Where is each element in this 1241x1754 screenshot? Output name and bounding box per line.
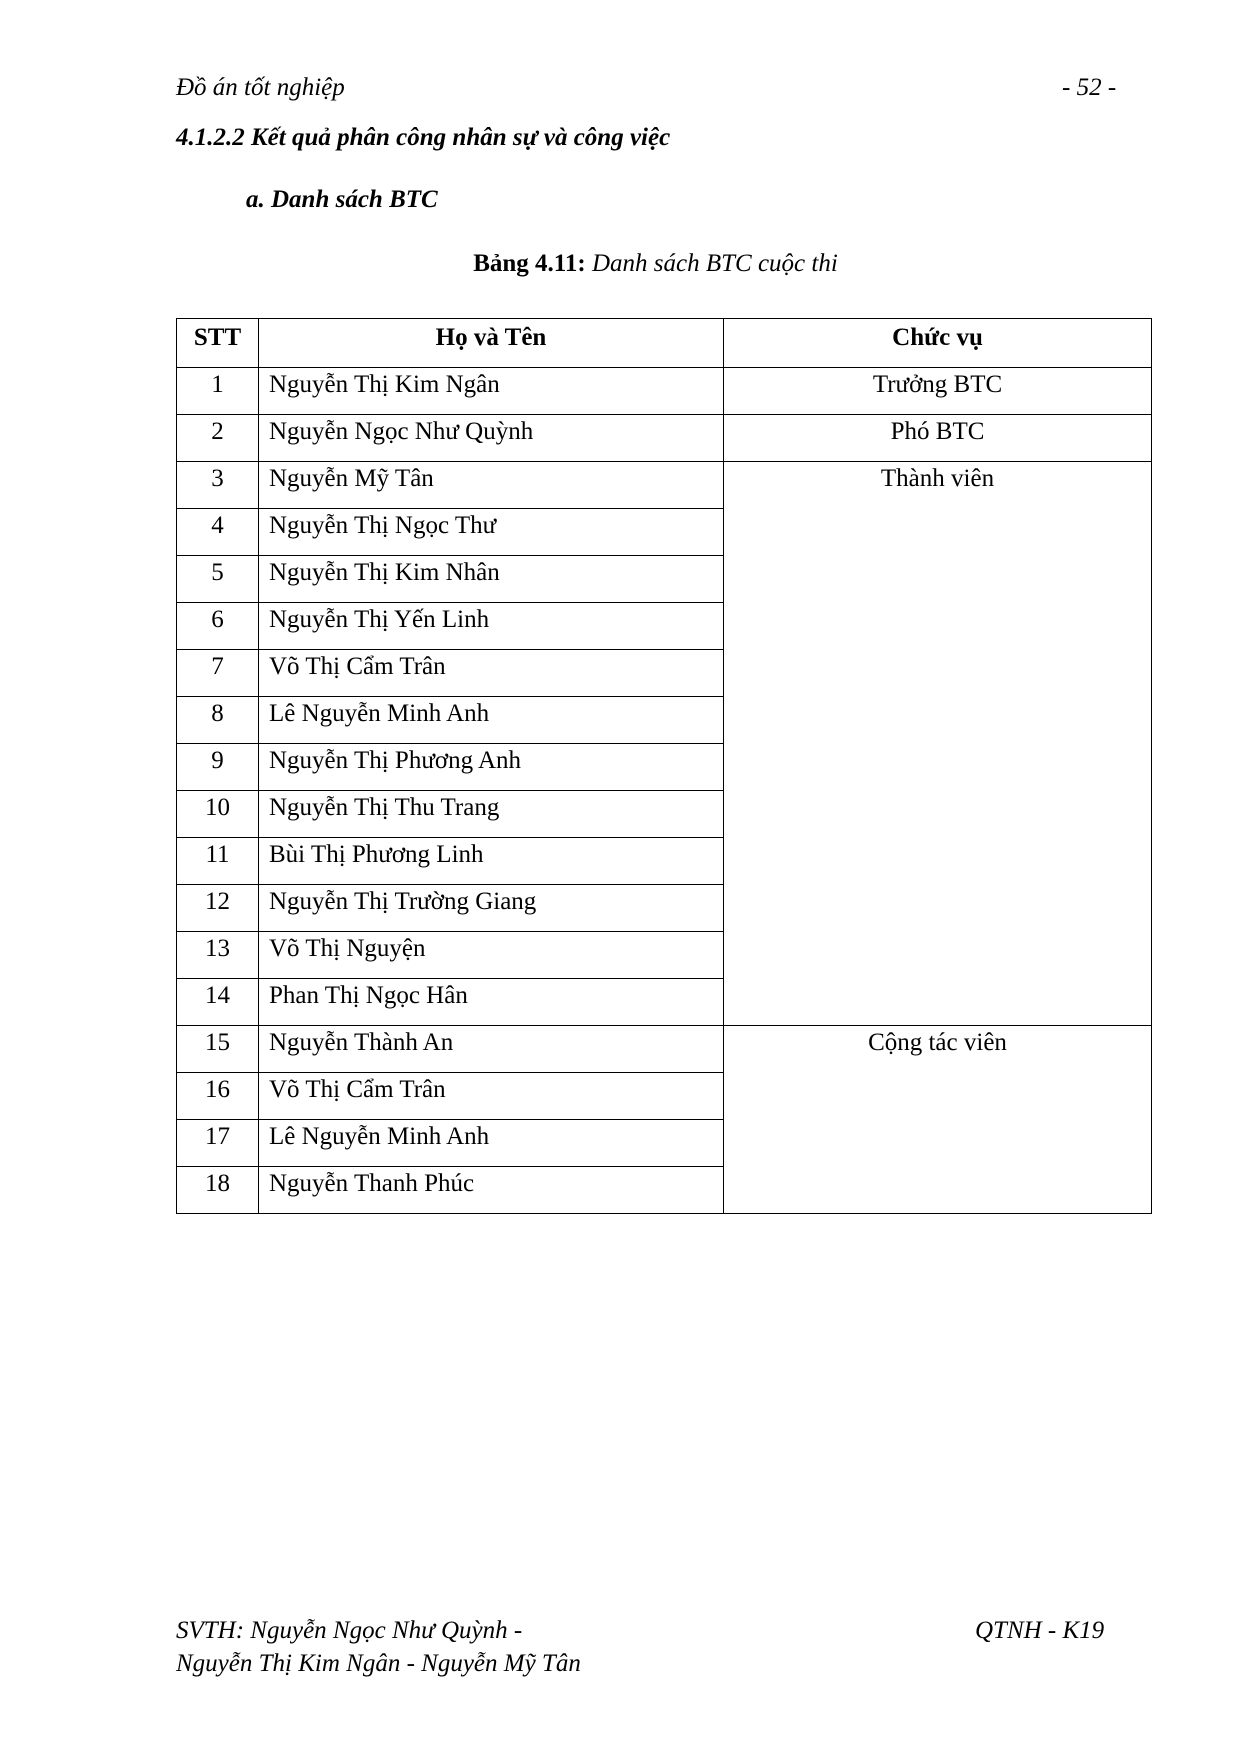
cell-stt: 10 (177, 791, 259, 838)
caption-label: Bảng 4.11: (473, 250, 586, 277)
cell-stt: 8 (177, 697, 259, 744)
cell-stt: 13 (177, 932, 259, 979)
cell-name: Nguyễn Thị Phương Anh (259, 744, 724, 791)
table-header-row (177, 319, 1152, 368)
cell-stt: 14 (177, 979, 259, 1026)
cell-name: Võ Thị Cẩm Trân (259, 650, 724, 697)
cell-name: Lê Nguyễn Minh Anh (259, 1120, 724, 1167)
cell-name: Nguyễn Thị Ngọc Thư (259, 509, 724, 556)
section-heading: 4.1.2.2 Kết quả phân công nhân sự và công việc (176, 124, 671, 151)
table-row (177, 1026, 1152, 1073)
caption-text: Danh sách BTC cuộc thi (585, 250, 838, 277)
cell-stt: 7 (177, 650, 259, 697)
cell-name: Nguyễn Thanh Phúc (259, 1167, 724, 1214)
cell-name: Nguyễn Mỹ Tân (259, 462, 724, 509)
cell-stt: 11 (177, 838, 259, 885)
cell-name: Nguyễn Thị Kim Ngân (259, 368, 724, 415)
footer-authors-line2: Nguyễn Thị Kim Ngân - Nguyễn Mỹ Tân (176, 1650, 581, 1677)
cell-name: Lê Nguyễn Minh Anh (259, 697, 724, 744)
column-header-name: Họ và Tên (259, 319, 724, 368)
subsection-heading: a. Danh sách BTC (246, 186, 438, 213)
cell-name: Nguyễn Thành An (259, 1026, 724, 1073)
footer-authors-line1: SVTH: Nguyễn Ngọc Như Quỳnh - (176, 1617, 523, 1644)
cell-stt: 18 (177, 1167, 259, 1214)
cell-name: Nguyễn Thị Trường Giang (259, 885, 724, 932)
cell-stt: 3 (177, 462, 259, 509)
table-row (177, 462, 1152, 509)
table-row (177, 415, 1152, 462)
column-header-role: Chức vụ (724, 319, 1152, 368)
cell-stt: 4 (177, 509, 259, 556)
cell-stt: 15 (177, 1026, 259, 1073)
cell-name: Bùi Thị Phương Linh (259, 838, 724, 885)
cell-role: Trưởng BTC (724, 368, 1152, 415)
btc-table (176, 318, 1152, 1214)
cell-name: Nguyễn Ngọc Như Quỳnh (259, 415, 724, 462)
cell-name: Nguyễn Thị Kim Nhân (259, 556, 724, 603)
cell-stt: 1 (177, 368, 259, 415)
cell-stt: 9 (177, 744, 259, 791)
cell-name: Võ Thị Cẩm Trân (259, 1073, 724, 1120)
table-caption (0, 250, 1241, 278)
cell-name: Nguyễn Thị Yến Linh (259, 603, 724, 650)
cell-role-merged: Thành viên (724, 462, 1152, 1026)
cell-stt: 5 (177, 556, 259, 603)
cell-stt: 6 (177, 603, 259, 650)
page-number: - 52 - (1062, 74, 1117, 101)
footer-class-code: QTNH - K19 (975, 1617, 1105, 1644)
cell-role-merged: Cộng tác viên (724, 1026, 1152, 1214)
cell-name: Võ Thị Nguyện (259, 932, 724, 979)
cell-stt: 17 (177, 1120, 259, 1167)
running-header-title: Đồ án tốt nghiệp (176, 74, 345, 101)
cell-role: Phó BTC (724, 415, 1152, 462)
table-row (177, 368, 1152, 415)
cell-name: Phan Thị Ngọc Hân (259, 979, 724, 1026)
cell-stt: 12 (177, 885, 259, 932)
cell-stt: 2 (177, 415, 259, 462)
column-header-stt: STT (177, 319, 259, 368)
cell-stt: 16 (177, 1073, 259, 1120)
cell-name: Nguyễn Thị Thu Trang (259, 791, 724, 838)
